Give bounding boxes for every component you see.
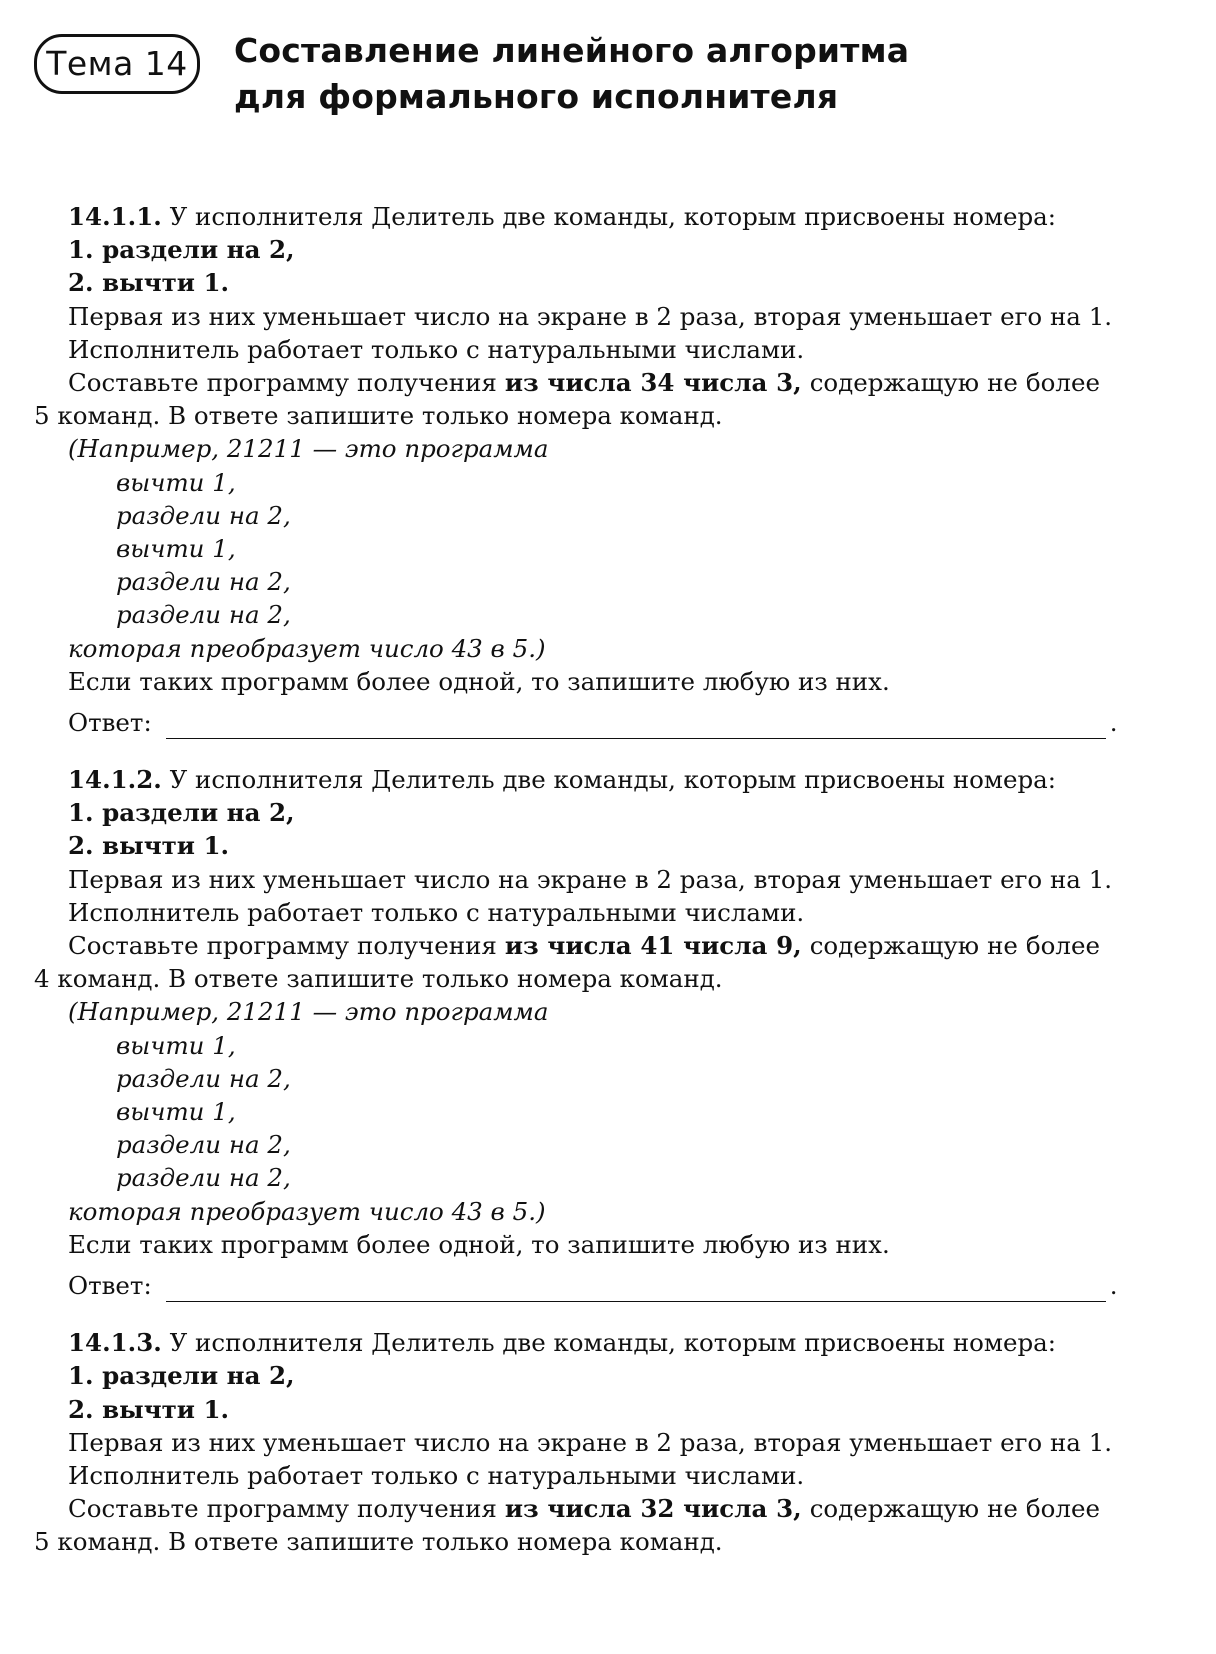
- example-command: вычти 1,: [116, 1030, 236, 1060]
- problem-14-1-1: [0, 200, 1216, 739]
- example-command: раздели на 2,: [116, 1130, 291, 1160]
- example-intro: (Например, 21211 — это программа: [68, 997, 549, 1027]
- problem-14-1-3: [0, 1326, 1216, 1558]
- example-command: вычти 1,: [116, 534, 236, 564]
- example-command: раздели на 2,: [116, 1163, 291, 1193]
- command-2: 2. вычти 1.: [68, 1394, 230, 1424]
- task-line: 5 команд. В ответе запишите только номера команд.: [34, 1527, 723, 1557]
- task-line: Составьте программу получения из числа 32 числа 3, содержащую не более: [68, 1494, 1100, 1524]
- answer-row: [0, 706, 1216, 739]
- answer-period: .: [1109, 708, 1118, 738]
- problem-intro: 14.1.2. У исполнителя Делитель две команды, которым присвоены номера:: [68, 765, 1057, 795]
- example-command: раздели на 2,: [116, 567, 291, 597]
- task-numbers: из числа 32 числа 3,: [504, 1494, 802, 1524]
- description-line: Первая из них уменьшает число на экране в 2 раза, вторая уменьшает его на 1.: [68, 301, 1113, 331]
- description-line: Исполнитель работает только с натуральными числами.: [68, 1460, 805, 1490]
- command-2: 2. вычти 1.: [68, 268, 230, 298]
- answer-field[interactable]: [166, 712, 1106, 739]
- example-command: вычти 1,: [116, 1097, 236, 1127]
- task-line: 4 команд. В ответе запишите только номера команд.: [34, 964, 723, 994]
- topic-title-line-1: Составление линейного алгоритма: [234, 31, 910, 70]
- command-2: 2. вычти 1.: [68, 831, 230, 861]
- topic-title: [234, 28, 1134, 120]
- topic-title-line-2: для формального исполнителя: [234, 77, 839, 116]
- example-intro: (Например, 21211 — это программа: [68, 434, 549, 464]
- note-line: Если таких программ более одной, то запишите любую из них.: [68, 666, 890, 696]
- task-line: Составьте программу получения из числа 34 числа 3, содержащую не более: [68, 368, 1100, 398]
- answer-label: Ответ:: [68, 708, 152, 738]
- problem-number: 14.1.1.: [68, 202, 162, 231]
- example-command: вычти 1,: [116, 467, 236, 497]
- problems-list: [0, 200, 1216, 1583]
- problem-intro: 14.1.3. У исполнителя Делитель две команды, которым присвоены номера:: [68, 1328, 1057, 1358]
- answer-label: Ответ:: [68, 1271, 152, 1301]
- task-line: Составьте программу получения из числа 41 числа 9, содержащую не более: [68, 931, 1100, 961]
- problem-number: 14.1.3.: [68, 1328, 162, 1358]
- command-1: 1. раздели на 2,: [68, 235, 295, 265]
- description-line: Исполнитель работает только с натуральными числами.: [68, 334, 805, 364]
- problem-number: 14.1.2.: [68, 765, 162, 795]
- task-numbers: из числа 34 числа 3,: [504, 368, 802, 398]
- topic-badge: Тема 14: [34, 34, 200, 94]
- answer-period: .: [1109, 1271, 1118, 1301]
- description-line: Первая из них уменьшает число на экране в 2 раза, вторая уменьшает его на 1.: [68, 864, 1113, 894]
- problem-intro: 14.1.1. У исполнителя Делитель две команды, которым присвоены номера:: [68, 202, 1057, 231]
- note-line: Если таких программ более одной, то запишите любую из них.: [68, 1229, 890, 1259]
- task-numbers: из числа 41 числа 9,: [504, 931, 802, 961]
- example-command: раздели на 2,: [116, 500, 291, 530]
- example-command: раздели на 2,: [116, 600, 291, 630]
- command-1: 1. раздели на 2,: [68, 1361, 295, 1391]
- answer-row: [0, 1269, 1216, 1302]
- description-line: Исполнитель работает только с натуральными числами.: [68, 897, 805, 927]
- command-1: 1. раздели на 2,: [68, 798, 295, 828]
- description-line: Первая из них уменьшает число на экране в 2 раза, вторая уменьшает его на 1.: [68, 1427, 1113, 1457]
- example-outro: которая преобразует число 43 в 5.): [68, 1196, 546, 1226]
- example-outro: которая преобразует число 43 в 5.): [68, 633, 546, 663]
- example-command: раздели на 2,: [116, 1063, 291, 1093]
- task-line: 5 команд. В ответе запишите только номера команд.: [34, 401, 723, 431]
- answer-field[interactable]: [166, 1275, 1106, 1302]
- problem-14-1-2: [0, 763, 1216, 1302]
